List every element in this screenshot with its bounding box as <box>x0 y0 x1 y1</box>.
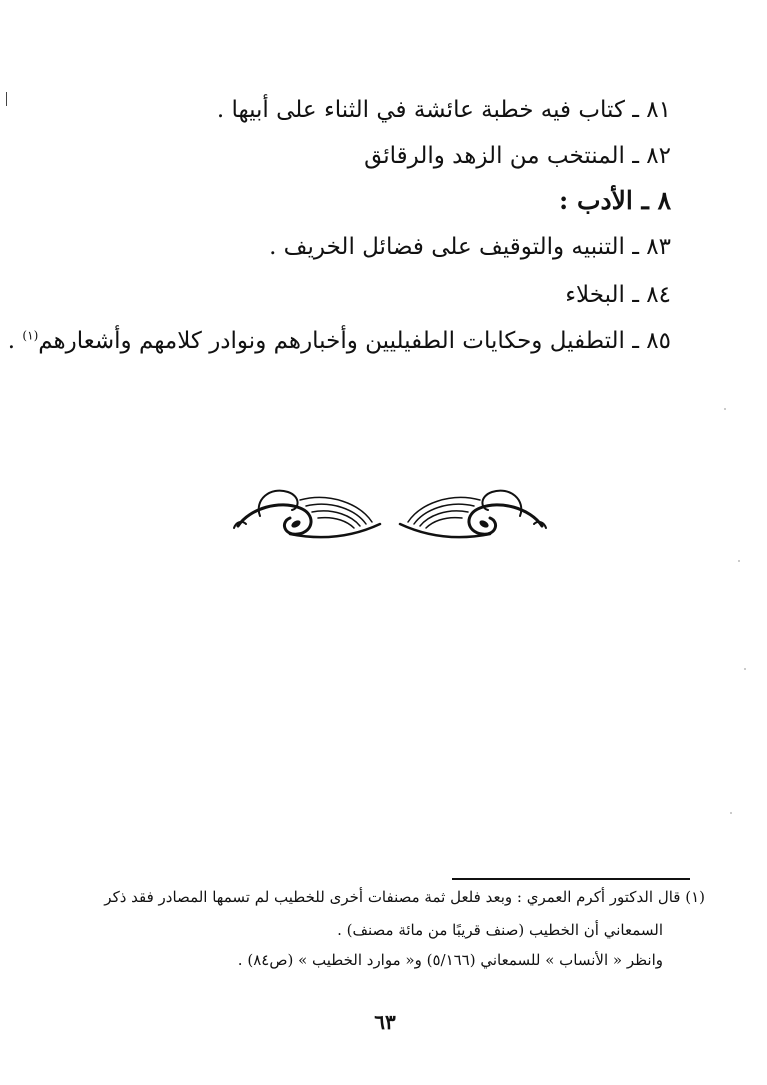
scan-speck <box>744 668 746 670</box>
list-item-85-end: . <box>7 328 23 354</box>
list-item-81: ٨١ ـ كتاب فيه خطبة عائشة في الثناء على أبيها . <box>216 97 671 123</box>
list-item-82: ٨٢ ـ المنتخب من الزهد والرقائق <box>364 143 671 169</box>
list-item-83: ٨٣ ـ التنبيه والتوقيف على فضائل الخريف . <box>269 234 671 260</box>
footnote-line-1: (١) قال الدكتور أكرم العمري : وبعد فلعل ثمة مصنفات أخرى للخطيب لم تسمها المصادر فقد ذكر <box>104 888 705 906</box>
decorative-ornament <box>230 478 550 548</box>
scan-speck <box>730 812 732 814</box>
list-item-85-text: ٨٥ ـ التطفيل وحكايات الطفيليين وأخبارهم ونوادر كلامهم وأشعارهم <box>38 328 671 354</box>
footnote-marker: (١) <box>22 328 39 343</box>
list-item-84: ٨٤ ـ البخلاء <box>565 282 671 308</box>
list-item-85 <box>8 326 671 356</box>
scan-speck <box>724 408 726 410</box>
section-heading-adab: ٨ ـ الأدب : <box>559 186 671 215</box>
margin-mark <box>6 92 7 106</box>
scan-speck <box>738 560 740 562</box>
footnote-separator <box>452 878 690 880</box>
footnote-line-3: وانظر « الأنساب » للسمعاني (٥/١٦٦) و« موارد الخطيب » (ص٨٤) . <box>237 951 663 969</box>
footnote-line-2: السمعاني أن الخطيب (صنف قريبًا من مائة مصنف) . <box>337 921 663 939</box>
page-number: ٦٣ <box>374 1010 396 1034</box>
